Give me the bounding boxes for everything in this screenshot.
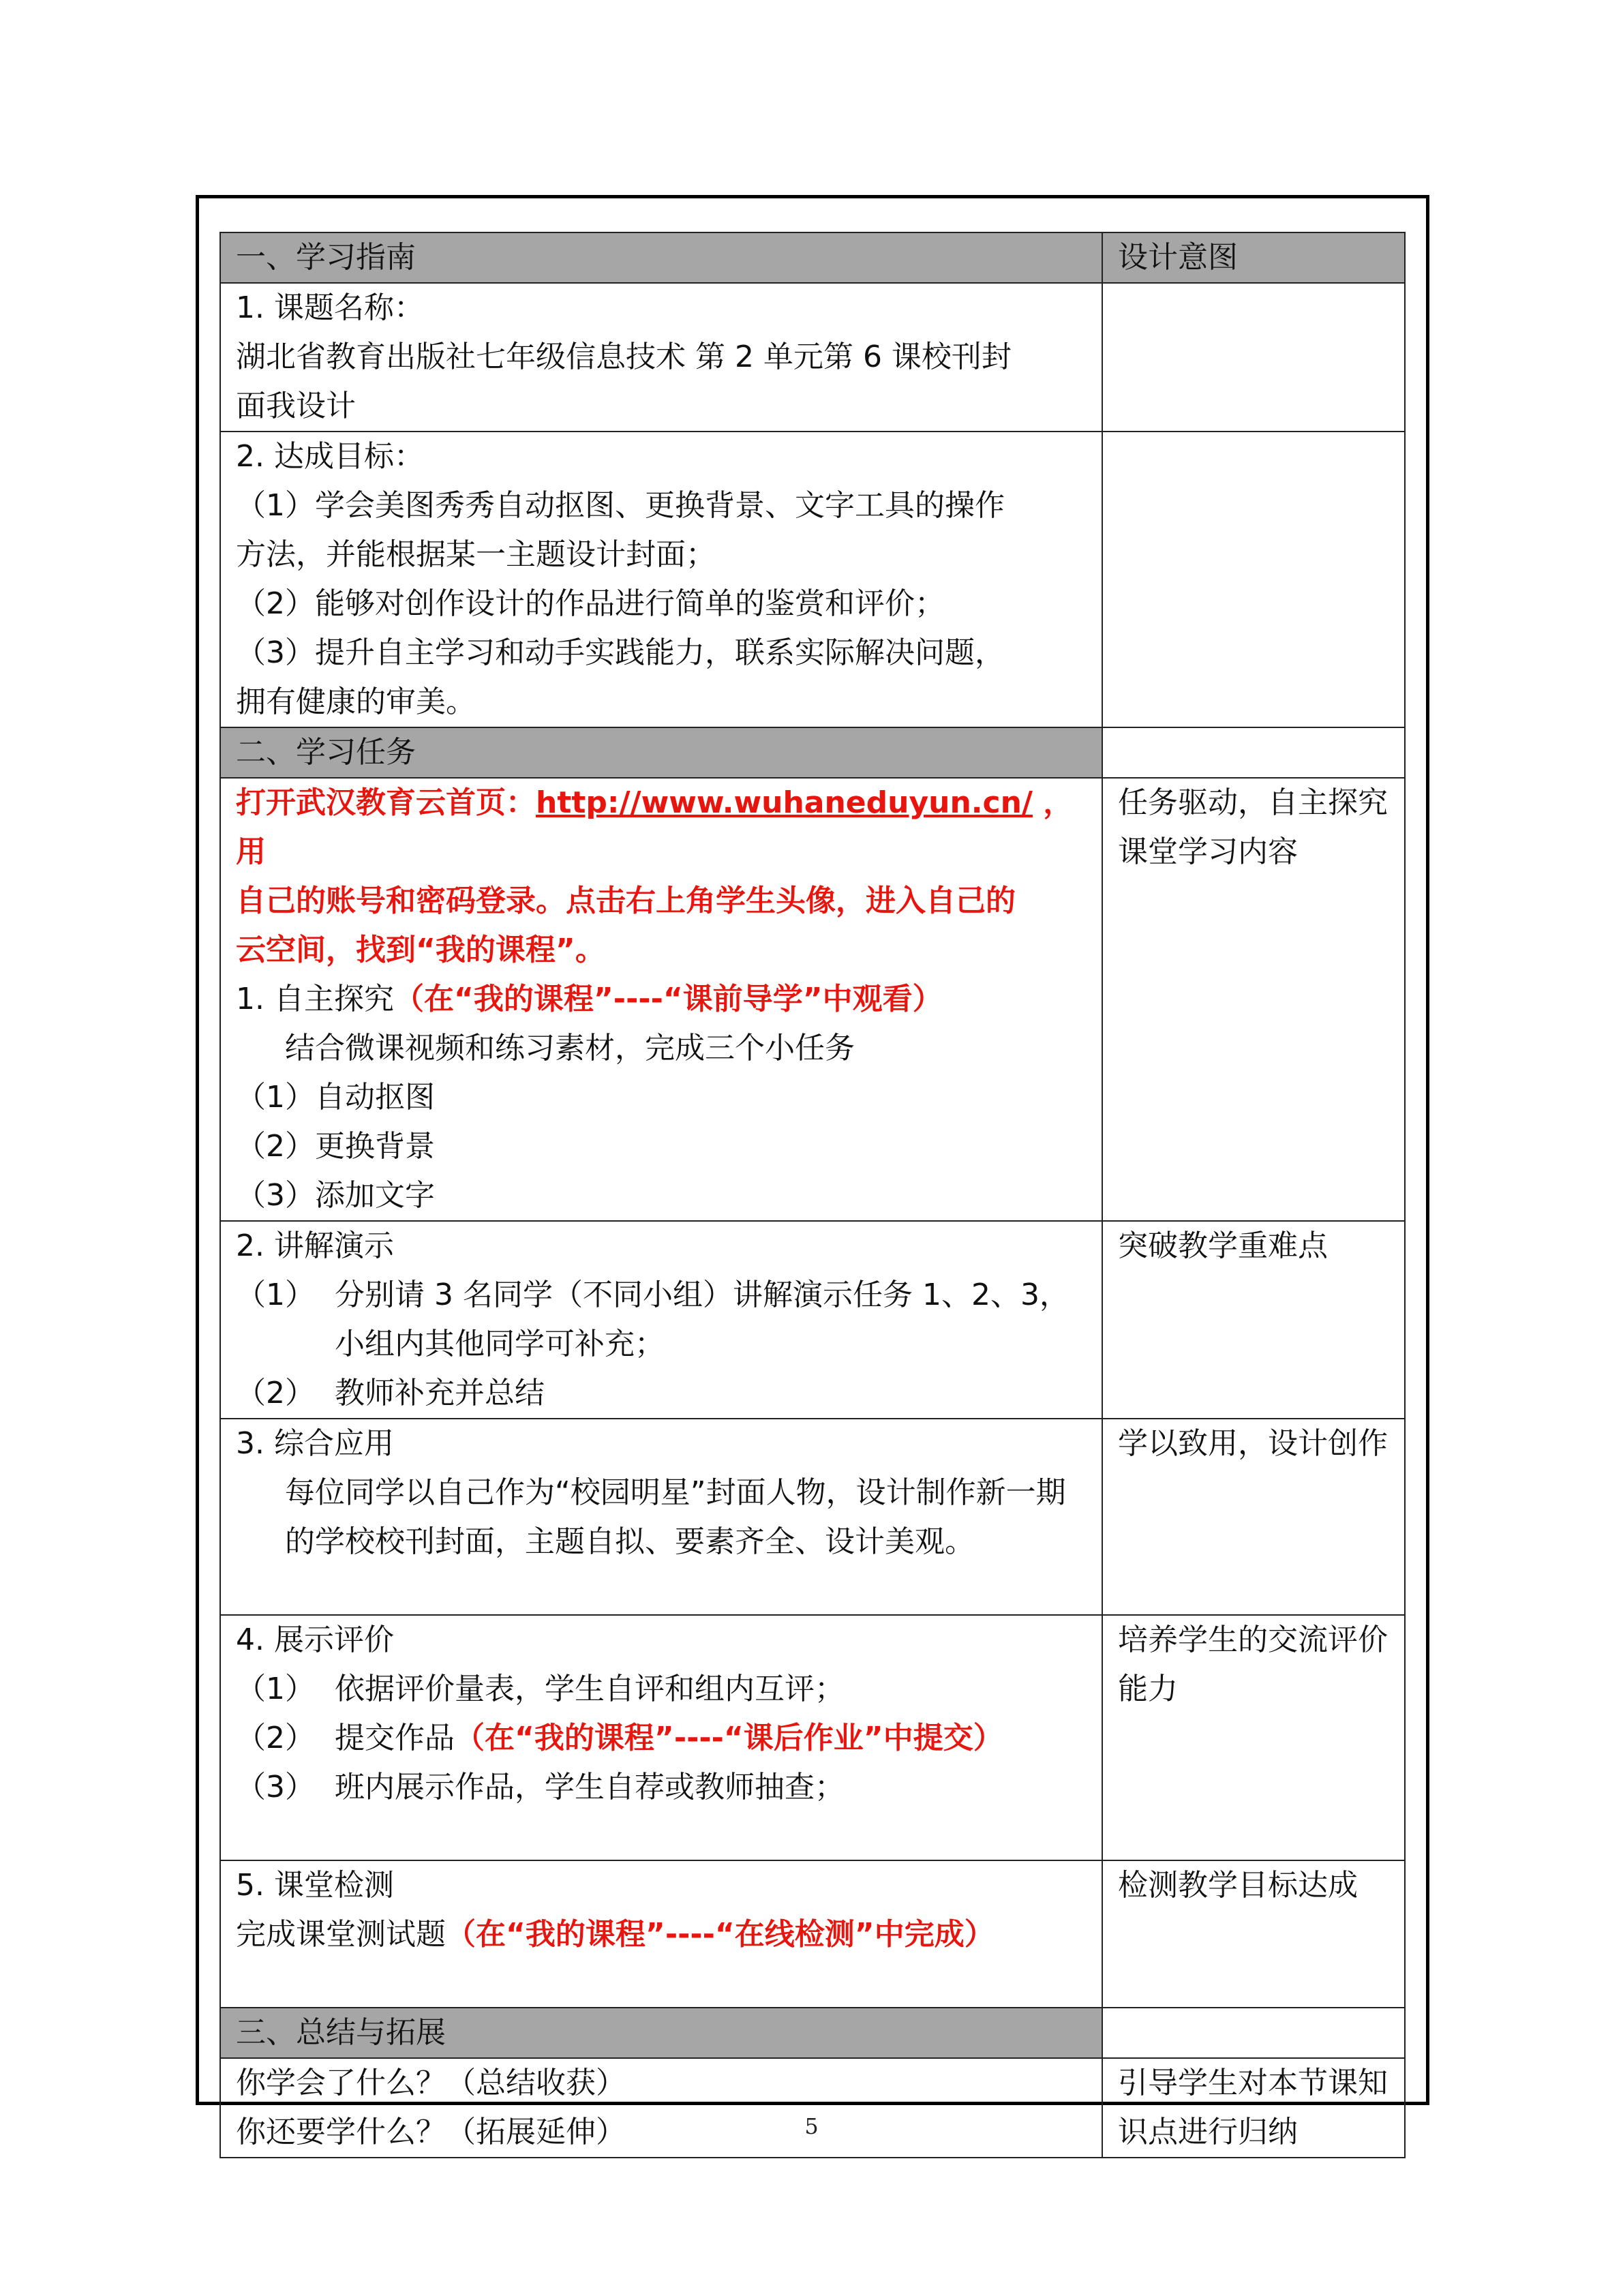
task-1-item-2: （2）更换背景 (236, 1129, 435, 1164)
goal-1-line-2: 方法，并能根据某一主题设计封面； (236, 537, 716, 572)
topic-line-1: 湖北省教育出版社七年级信息技术 第 2 单元第 6 课校刊封 (236, 339, 1012, 374)
summary-intent: 引导学生对本节课知识点进行归纳 (1102, 2058, 1405, 2158)
topic-cell (220, 283, 1102, 432)
task-3-row (220, 1419, 1405, 1615)
task-4-row (220, 1615, 1405, 1860)
goals-intent-cell (1102, 432, 1405, 727)
task-3-title: 3. 综合应用 (236, 1426, 394, 1461)
task-4-item-2: （2） 提交作品（在“我的课程”----“课后作业”中提交） (236, 1721, 1003, 1755)
goal-3-line-2: 拥有健康的审美。 (236, 684, 476, 719)
login-line-2: 自己的账号和密码登录。点击右上角学生头像，进入自己的 (236, 883, 1016, 918)
lesson-guide-table (219, 232, 1406, 2158)
goal-3-line-1: （3）提升自主学习和动手实践能力，联系实际解决问题， (236, 635, 1005, 670)
topic-line-2: 面我设计 (236, 389, 356, 423)
task-5-desc: 完成课堂测试题（在“我的课程”----“在线检测”中完成） (236, 1917, 995, 1952)
goal-2: （2）能够对创作设计的作品进行简单的鉴赏和评价； (236, 586, 945, 621)
topic-row (220, 283, 1405, 432)
section-2-row (220, 727, 1405, 778)
summary-row (220, 2058, 1405, 2158)
task-5-intent: 检测教学目标达成 (1102, 1860, 1405, 2008)
section-1-heading: 一、学习指南 (220, 232, 1102, 283)
goals-cell (220, 432, 1102, 727)
task-2-title: 2. 讲解演示 (236, 1228, 394, 1263)
task-4-intent: 培养学生的交流评价能力 (1102, 1615, 1405, 1860)
summary-q1: 你学会了什么？（总结收获） (236, 2066, 626, 2100)
task-4-title: 4. 展示评价 (236, 1622, 394, 1657)
task-1-row (220, 778, 1405, 1221)
topic-label: 1. 课题名称： (236, 290, 424, 325)
section-2-intent-cell (1102, 727, 1405, 778)
goal-1-line-1: （1）学会美图秀秀自动抠图、更换背景、文字工具的操作 (236, 488, 1005, 523)
task-5-row (220, 1860, 1405, 2008)
task-4-cell (220, 1615, 1102, 1860)
summary-q2: 你还要学什么？（拓展延伸） (236, 2115, 626, 2149)
task-2-cell (220, 1221, 1102, 1419)
login-line-3: 云空间，找到“我的课程”。 (236, 933, 605, 967)
goals-row (220, 432, 1405, 727)
wuhaneduyun-link[interactable]: http://www.wuhaneduyun.cn/ (536, 785, 1033, 820)
task-1-cell (220, 778, 1102, 1221)
task-2-item-1: （1） 分别请 3 名同学（不同小组）讲解演示任务 1、2、3，小组内其他同学可补充； (236, 1278, 1070, 1361)
task-3-desc: 每位同学以自己作为“校园明星”封面人物，设计制作新一期的学校校刊封面，主题自拟、要素齐全、设计美观。 (285, 1475, 1066, 1559)
topic-intent-cell (1102, 283, 1405, 432)
task-1-item-3: （3）添加文字 (236, 1178, 435, 1213)
task-4-item-3: （3） 班内展示作品，学生自荐或教师抽查； (236, 1770, 845, 1804)
section-3-intent-cell (1102, 2008, 1405, 2058)
section-3-heading: 三、总结与拓展 (220, 2008, 1102, 2058)
goals-label: 2. 达成目标： (236, 439, 424, 474)
summary-cell (220, 2058, 1102, 2158)
task-1-item-1: （1）自动抠图 (236, 1080, 435, 1115)
task-3-intent: 学以致用，设计创作 (1102, 1419, 1405, 1615)
design-intent-heading: 设计意图 (1102, 232, 1405, 283)
page-number: 5 (804, 2113, 819, 2139)
section-header-row (220, 232, 1405, 283)
task-1-title: 1. 自主探究（在“我的课程”----“课前导学”中观看） (236, 982, 943, 1016)
task-2-item-2: （2） 教师补充并总结 (236, 1376, 545, 1410)
section-3-row (220, 2008, 1405, 2058)
task-3-cell (220, 1419, 1102, 1615)
task-5-cell (220, 1860, 1102, 2008)
task-4-item-1: （1） 依据评价量表，学生自评和组内互评； (236, 1672, 845, 1706)
task-5-title: 5. 课堂检测 (236, 1868, 394, 1903)
task-2-intent: 突破教学重难点 (1102, 1221, 1405, 1419)
task-1-intent: 任务驱动，自主探究课堂学习内容 (1102, 778, 1405, 1221)
task-2-row (220, 1221, 1405, 1419)
task-1-desc: 结合微课视频和练习素材，完成三个小任务 (285, 1031, 855, 1066)
section-2-heading: 二、学习任务 (220, 727, 1102, 778)
login-line-1: 打开武汉教育云首页：http://www.wuhaneduyun.cn/ ，用 (236, 785, 1074, 869)
